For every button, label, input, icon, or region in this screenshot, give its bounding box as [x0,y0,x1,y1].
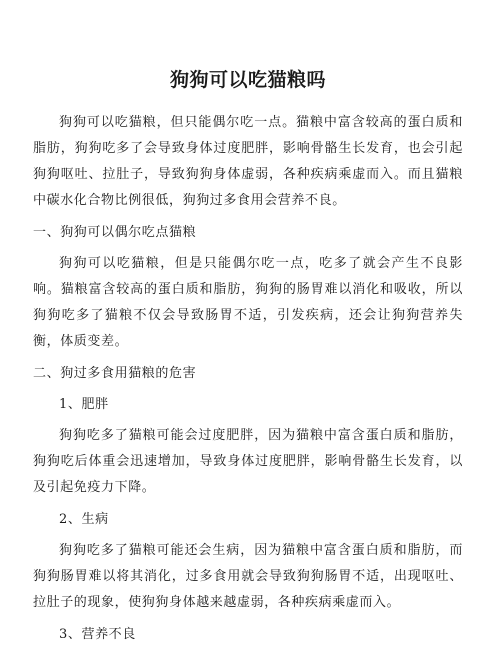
illness-paragraph: 狗狗吃多了猫粮可能还会生病，因为猫粮中富含蛋白质和脂肪，而狗狗肠胃难以将其消化，过多食用就会导致狗狗肠胃不适，出现呕吐、拉肚子的现象，使狗狗身体越来越虚弱，各种疾病乘虚而入。 [33,543,463,610]
subheading-illness: 2、生病 [59,512,109,527]
obesity-paragraph: 狗狗吃多了猫粮可能会过度肥胖，因为猫粮中富含蛋白质和脂肪，狗狗吃后体重会迅速增加，导致身体过度肥胖，影响骨骼生长发育，以及引起免疫力下降。 [33,428,463,495]
subheading-obesity: 1、肥胖 [59,397,109,412]
section-1-paragraph: 狗狗可以吃猫粮，但是只能偶尔吃一点，吃多了就会产生不良影响。猫粮富含较高的蛋白质和脂肪，狗狗的肠胃难以消化和吸收，所以狗狗吃多了猫粮不仅会导致肠胃不适，引发疾病，还会让狗狗营养失衡，体质变差。 [33,256,463,349]
document-title: 狗狗可以吃猫粮吗 [169,69,326,91]
intro-paragraph: 狗狗可以吃猫粮，但只能偶尔吃一点。猫粮中富含较高的蛋白质和脂肪，狗狗吃多了会导致身体过度肥胖，影响骨骼生长发育，也会引起狗狗呕吐、拉肚子，导致狗狗身体虚弱，各种疾病乘虚而入。而且猫粮中碳水化合物比例很低，狗狗过多食用会营养不良。 [33,115,463,208]
section-heading-1: 一、狗狗可以偶尔吃点猫粮 [33,225,197,240]
subheading-malnutrition: 3、营养不良 [59,627,136,642]
document-page [33,62,463,653]
section-heading-2: 二、狗过多食用猫粮的危害 [33,366,197,381]
